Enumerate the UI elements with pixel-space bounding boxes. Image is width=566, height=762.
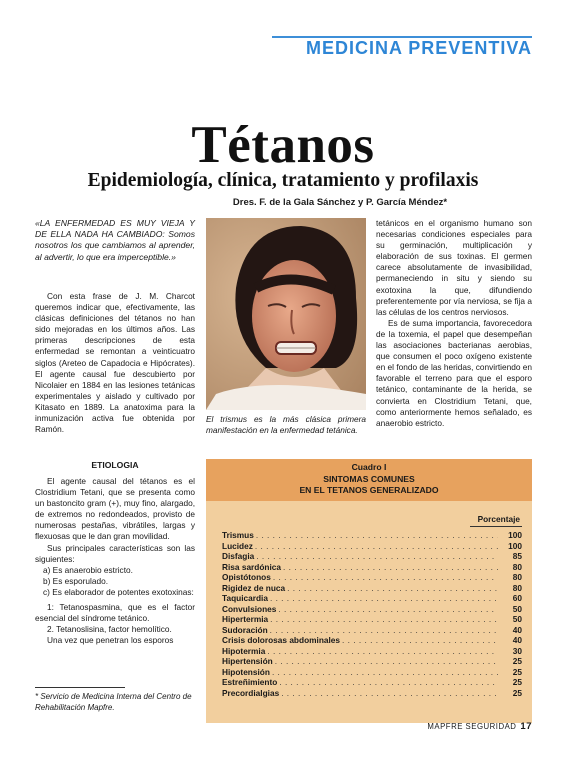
- list-item: b) Es esporulado.: [43, 575, 109, 586]
- symptom-label: Risa sardónica: [222, 561, 282, 572]
- symptom-percentage: 80: [512, 561, 522, 572]
- leader-dots: [267, 646, 498, 657]
- symptom-label: Opistótonos: [222, 572, 271, 582]
- symptom-label: Sudoración: [222, 624, 268, 635]
- intro-text: [35, 291, 195, 435]
- percentage-column-header: Porcentaje: [477, 514, 520, 524]
- body-paragraph: Es de suma importancia, favorecedora de la toxemia, el papel que desempeñan las asociaciones bacterianas aerobias, que consumen el poco oxígeno existente en el fondo de las heridas, convirtiendo en favorable el terreno para que el esporo tetánico, contaminante de la herida, se convierta en Clostridium Tetani, que, como anteriormente hemos señalado, es anaerobio estricto.: [376, 317, 532, 428]
- symptom-percentage: 25: [512, 677, 522, 687]
- symptom-percentage: 60: [512, 593, 522, 603]
- list-item: 2. Tetanoslisina, factor hemolítico.: [47, 624, 172, 635]
- table-row: [222, 688, 522, 699]
- authors: Dres. F. de la Gala Sánchez y P. García Méndez*: [232, 197, 448, 208]
- symptom-label: Hipotermia: [222, 645, 266, 656]
- symptom-label: Crisis dolorosas abdominales: [222, 635, 341, 645]
- body-paragraph: tetánicos en el organismo humano son necesarias condiciones especiales para su germinación, multiplicación y elaboración de sus toxinas. El germen carece absolutamente de invasibilidad, permaneciendo in situ y siendo su exotoxina la que, difundiendo preferentemente por vía nerviosa, se fija a las células de los centros nerviosos.: [376, 218, 532, 317]
- list-item: a) Es anaerobio estricto.: [43, 564, 133, 575]
- table-row: [222, 635, 522, 646]
- symptom-label: Hipertensión: [222, 656, 273, 666]
- list-item: c) Es elaborador de potentes exotoxinas:: [43, 586, 194, 597]
- symptom-label: Lucidez: [222, 540, 253, 551]
- leader-dots: [255, 541, 498, 552]
- symptom-label: Precordialgias: [222, 687, 280, 698]
- table-row: [222, 551, 522, 562]
- etiologia-heading: ETIOLOGIA: [91, 460, 139, 470]
- table-row: [222, 530, 522, 541]
- table-title-line: EN EL TETANOS GENERALIZADO: [299, 485, 439, 495]
- table-title-line: SINTOMAS COMUNES: [323, 474, 415, 484]
- symptom-label: Estreñimiento: [222, 677, 278, 687]
- etiologia-text: [35, 476, 195, 646]
- symptom-percentage: 100: [508, 530, 522, 540]
- leader-dots: [270, 593, 498, 604]
- page-footer: [380, 721, 532, 732]
- photo-caption: El trismus es la más clásica primera manifestación en la enfermedad tetánica.: [206, 414, 366, 435]
- etiologia-paragraph: Sus principales características son las siguientes:: [35, 542, 195, 564]
- table-row: [222, 614, 522, 625]
- patient-photo: [206, 218, 366, 410]
- leader-dots: [278, 604, 498, 615]
- table-row: [222, 593, 522, 604]
- leader-dots: [256, 530, 498, 541]
- symptom-percentage: 25: [512, 666, 522, 677]
- section-header: MEDICINA PREVENTIVA: [305, 38, 532, 58]
- etiologia-paragraph: El agente causal del tétanos es el Clostridium Tetani, que se presenta como un bastoncito gram (+), muy fino, alargado, de extremos no redondeados, provisto de numerosas pestañas, vibrátiles, largas y flexuosas que le dan gran movilidad.: [35, 476, 195, 542]
- leader-dots: [270, 614, 498, 625]
- table-row: [222, 656, 522, 667]
- table-row: [222, 625, 522, 636]
- symptom-percentage: 85: [512, 551, 522, 561]
- symptom-percentage: 80: [512, 572, 522, 582]
- table-row: [222, 583, 522, 594]
- table-row: [222, 646, 522, 657]
- symptom-percentage: 50: [512, 614, 522, 624]
- table-row: [222, 562, 522, 573]
- leader-dots: [273, 572, 498, 583]
- leader-dots: [342, 635, 498, 646]
- symptom-label: Trismus: [222, 530, 254, 540]
- leader-dots: [281, 688, 498, 699]
- table-rows: [222, 530, 522, 698]
- symptom-percentage: 80: [512, 582, 522, 593]
- table-row: [222, 667, 522, 678]
- article-subtitle: Epidemiología, clínica, tratamiento y profilaxis: [87, 170, 479, 191]
- leader-dots: [283, 562, 498, 573]
- column-right-text: [376, 218, 532, 429]
- leader-dots: [270, 625, 498, 636]
- article-title: Tétanos: [191, 116, 375, 174]
- column-header-rule: [470, 526, 522, 527]
- symptom-label: Convulsiones: [222, 603, 277, 614]
- page-number: 17: [520, 721, 532, 732]
- symptom-label: Disfagia: [222, 551, 255, 561]
- symptom-label: Rigidez de nuca: [222, 582, 286, 593]
- symptom-label: Taquicardia: [222, 593, 268, 603]
- symptom-percentage: 25: [512, 687, 522, 698]
- symptom-label: Hipotensión: [222, 666, 270, 677]
- list-item: 1: Tetanospasmina, que es el factor esencial del síndrome tetánico.: [35, 602, 195, 624]
- table-row: [222, 677, 522, 688]
- footnote-rule: [35, 687, 125, 688]
- leader-dots: [287, 583, 498, 594]
- table-title: [206, 474, 532, 496]
- symptom-percentage: 100: [508, 540, 522, 551]
- symptom-percentage: 25: [512, 656, 522, 666]
- symptom-percentage: 30: [512, 645, 522, 656]
- opening-quote: «LA ENFERMEDAD ES MUY VIEJA Y DE ELLA NADA HA CAMBIADO: Somos nosotros los que cambiamos al aprender, al advertir, lo que era imperceptible.»: [35, 218, 195, 262]
- intro-paragraph: Con esta frase de J. M. Charcot queremos indicar que, efectivamente, las clásicas definiciones del tétanos no han sido mejoradas en los últimos años. Las primeras descripciones de esta enfermedad se remontan a veinticuatro siglos (Areteo de Capadocia e Hipócrates). El agente causal fue descubierto por Nicolaier en 1884 en las lesiones tetánicas experimentales y aislado y cultivado por Kitasato en 1889. La anatoxima para la inmunización activa fue obtenida por Ramón.: [35, 291, 195, 435]
- table-row: [222, 604, 522, 615]
- leader-dots: [279, 677, 498, 688]
- symptom-label: Hipertermia: [222, 614, 269, 624]
- leader-dots: [272, 667, 498, 678]
- table-number: Cuadro I: [351, 462, 387, 472]
- table-row: [222, 541, 522, 552]
- symptom-percentage: 40: [512, 624, 522, 635]
- publication-name: MAPFRE SEGURIDAD: [427, 722, 517, 731]
- footnote: * Servicio de Medicina Interna del Centro de Rehabilitación Mapfre.: [35, 692, 192, 712]
- symptom-percentage: 40: [512, 635, 522, 645]
- symptom-percentage: 50: [512, 603, 522, 614]
- etiologia-paragraph: Una vez que penetran los esporos: [47, 635, 174, 646]
- leader-dots: [275, 656, 498, 667]
- leader-dots: [256, 551, 498, 562]
- table-row: [222, 572, 522, 583]
